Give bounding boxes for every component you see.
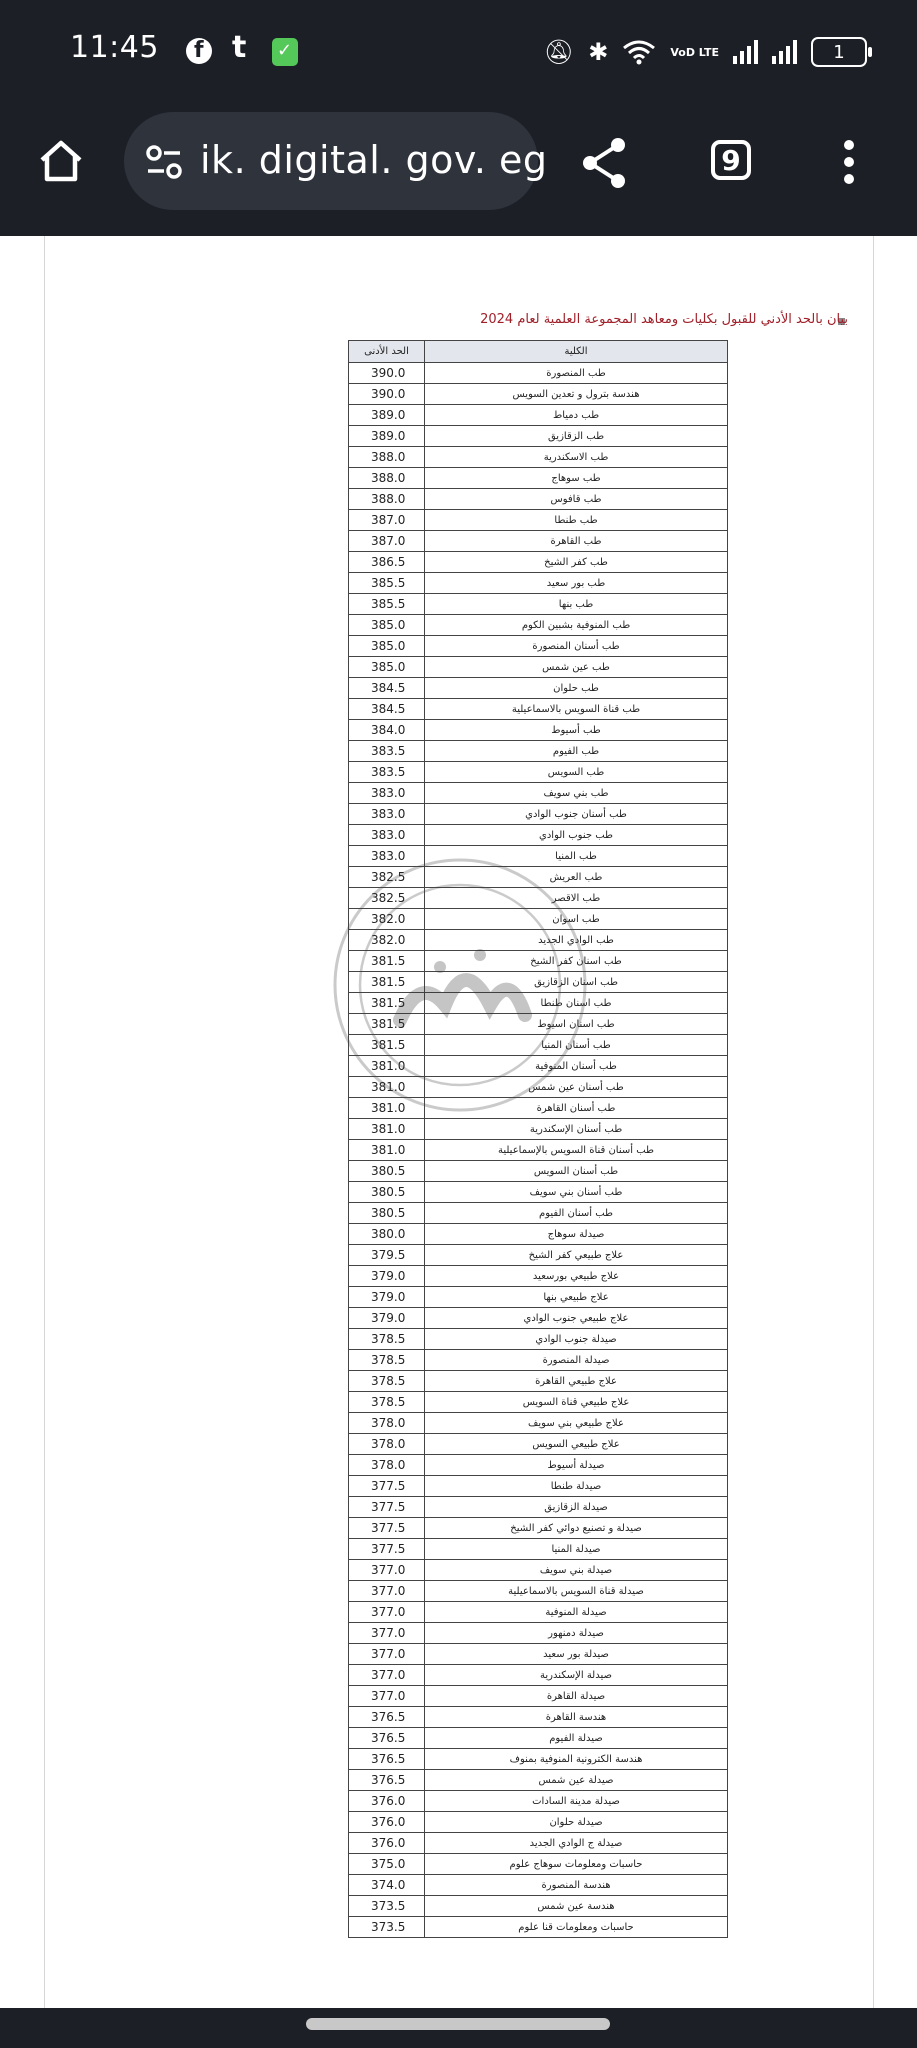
score-cell: 376.5 [349,1707,425,1728]
table-row [349,1224,728,1245]
app-icon: ✓ [272,38,298,66]
college-cell: طب أسنان المنصورة [425,636,728,657]
score-cell: 379.5 [349,1245,425,1266]
score-cell: 386.5 [349,552,425,573]
table-row [349,699,728,720]
volte-icon: VoD LTE [670,45,719,59]
table-row [349,384,728,405]
site-settings-icon[interactable] [144,142,184,182]
table-row [349,909,728,930]
table-row [349,1581,728,1602]
table-row [349,636,728,657]
header-college: الكلية [425,341,728,363]
score-cell: 387.0 [349,510,425,531]
table-row [349,1854,728,1875]
college-cell: صيدلة مدينة السادات [425,1791,728,1812]
share-icon[interactable] [580,136,630,190]
college-cell: طب أسنان القاهرة [425,1098,728,1119]
table-row [349,1182,728,1203]
score-cell: 389.0 [349,426,425,447]
table-row [349,720,728,741]
college-cell: هندسة الكترونية المنوفية بمنوف [425,1749,728,1770]
college-cell: علاج طبيعي قناة السويس [425,1392,728,1413]
college-cell: طب المنوفية بشبين الكوم [425,615,728,636]
score-cell: 388.0 [349,447,425,468]
score-cell: 383.0 [349,846,425,867]
table-row [349,1077,728,1098]
score-cell: 379.0 [349,1266,425,1287]
score-cell: 382.0 [349,909,425,930]
score-cell: 379.0 [349,1287,425,1308]
college-cell: علاج طبيعي بني سويف [425,1413,728,1434]
score-cell: 385.5 [349,594,425,615]
score-cell: 380.5 [349,1203,425,1224]
score-cell: 378.0 [349,1455,425,1476]
table-header-row [349,341,728,363]
table-row [349,804,728,825]
table-row [349,783,728,804]
score-cell: 388.0 [349,468,425,489]
college-cell: طب أسنان المنيا [425,1035,728,1056]
score-cell: 376.5 [349,1728,425,1749]
college-cell: طب عين شمس [425,657,728,678]
college-cell: صيدلة بور سعيد [425,1644,728,1665]
college-cell: علاج طبيعي جنوب الوادي [425,1308,728,1329]
college-cell: صيدلة المنصورة [425,1350,728,1371]
score-cell: 377.0 [349,1665,425,1686]
document-title: بيان بالحد الأدني للقبول بكليات ومعاهد المجموعة العلمية لعام 2024 [480,312,848,327]
admission-table [348,340,728,1938]
table-row [349,930,728,951]
score-cell: 383.0 [349,825,425,846]
table-row [349,1266,728,1287]
score-cell: 390.0 [349,363,425,384]
mute-icon: 🔕︎ [543,38,575,66]
table-row [349,825,728,846]
college-cell: طب اسنان كفر الشيخ [425,951,728,972]
table-row [349,1308,728,1329]
score-cell: 384.5 [349,699,425,720]
score-cell: 376.5 [349,1770,425,1791]
score-cell: 373.5 [349,1896,425,1917]
score-cell: 378.5 [349,1329,425,1350]
college-cell: طب دمياط [425,405,728,426]
score-cell: 378.5 [349,1392,425,1413]
table-row [349,1791,728,1812]
college-cell: صيدلة طنطا [425,1476,728,1497]
signal-icon-2 [772,40,797,64]
page-border-left [44,236,45,2016]
table-row [349,510,728,531]
college-cell: طب الفيوم [425,741,728,762]
college-cell: صيدلة و تصنيع دوائي كفر الشيخ [425,1518,728,1539]
table-row [349,426,728,447]
college-cell: طب اسنان اسيوط [425,1014,728,1035]
college-cell: علاج طبيعي كفر الشيخ [425,1245,728,1266]
score-cell: 381.5 [349,972,425,993]
score-cell: 374.0 [349,1875,425,1896]
college-cell: حاسبات ومعلومات قنا علوم [425,1917,728,1938]
bluetooth-icon: ✱ [588,38,609,66]
college-cell: طب قناة السويس بالاسماعيلية [425,699,728,720]
college-cell: طب أسنان بني سويف [425,1182,728,1203]
score-cell: 378.0 [349,1413,425,1434]
table-row [349,1497,728,1518]
score-cell: 379.0 [349,1308,425,1329]
table-row [349,657,728,678]
score-cell: 377.5 [349,1539,425,1560]
score-cell: 375.0 [349,1854,425,1875]
college-cell: طب العريش [425,867,728,888]
table-row [349,888,728,909]
tab-switcher-button[interactable]: 9 [711,140,751,180]
table-row [349,1245,728,1266]
status-time: 11:45 [70,30,159,65]
table-row [349,741,728,762]
table-row [349,1875,728,1896]
college-cell: طب الوادي الجديد [425,930,728,951]
score-cell: 378.5 [349,1350,425,1371]
college-cell: علاج طبيعي بنها [425,1287,728,1308]
score-cell: 384.5 [349,678,425,699]
college-cell: طب اسنان طنطا [425,993,728,1014]
college-cell: طب أسنان جنوب الوادي [425,804,728,825]
table-row [349,951,728,972]
score-cell: 381.5 [349,993,425,1014]
table-row [349,1539,728,1560]
table-row [349,552,728,573]
score-cell: 385.0 [349,657,425,678]
score-cell: 381.5 [349,1014,425,1035]
college-cell: طب الاقصر [425,888,728,909]
score-cell: 377.0 [349,1560,425,1581]
score-cell: 373.5 [349,1917,425,1938]
battery-icon: 1 [811,37,867,67]
score-cell: 385.0 [349,615,425,636]
college-cell: صيدلة حلوان [425,1812,728,1833]
college-cell: صيدلة أسيوط [425,1455,728,1476]
score-cell: 382.0 [349,930,425,951]
table-row [349,468,728,489]
score-cell: 382.5 [349,867,425,888]
score-cell: 381.0 [349,1077,425,1098]
college-cell: حاسبات ومعلومات سوهاج علوم [425,1854,728,1875]
table-row [349,762,728,783]
college-cell: صيدلة الزقازيق [425,1497,728,1518]
table-row [349,1560,728,1581]
score-cell: 388.0 [349,489,425,510]
college-cell: طب الاسكندرية [425,447,728,468]
table-row [349,1140,728,1161]
table-row [349,363,728,384]
college-cell: صيدلة عين شمس [425,1770,728,1791]
college-cell: طب اسنان الزقازيق [425,972,728,993]
college-cell: طب أسنان السويس [425,1161,728,1182]
table-row [349,1812,728,1833]
table-body [349,363,728,1938]
college-cell: هندسة المنصورة [425,1875,728,1896]
score-cell: 387.0 [349,531,425,552]
college-cell: طب المنصورة [425,363,728,384]
header-score: الحد الأدنى [349,341,425,363]
table-row [349,1371,728,1392]
table-row [349,867,728,888]
table-row [349,1203,728,1224]
table-row [349,1707,728,1728]
score-cell: 383.0 [349,804,425,825]
score-cell: 378.5 [349,1371,425,1392]
score-cell: 377.0 [349,1686,425,1707]
college-cell: طب بني سويف [425,783,728,804]
score-cell: 390.0 [349,384,425,405]
college-cell: طب القاهرة [425,531,728,552]
score-cell: 389.0 [349,405,425,426]
score-cell: 381.0 [349,1056,425,1077]
table-row [349,1749,728,1770]
score-cell: 383.0 [349,783,425,804]
table-row [349,846,728,867]
college-cell: علاج طبيعي السويس [425,1434,728,1455]
college-cell: طب أسنان الفيوم [425,1203,728,1224]
college-cell: طب قافوس [425,489,728,510]
college-cell: علاج طبيعي بورسعيد [425,1266,728,1287]
table-row [349,489,728,510]
college-cell: علاج طبيعي القاهرة [425,1371,728,1392]
score-cell: 376.5 [349,1749,425,1770]
facebook-icon: f [186,38,212,64]
college-cell: صيدلة سوهاج [425,1224,728,1245]
overflow-menu-icon[interactable] [844,140,856,188]
table-row [349,1455,728,1476]
table-row [349,1014,728,1035]
college-cell: طب طنطا [425,510,728,531]
score-cell: 376.0 [349,1812,425,1833]
score-cell: 382.5 [349,888,425,909]
table-row [349,531,728,552]
college-cell: صيدلة جنوب الوادي [425,1329,728,1350]
college-cell: صيدلة القاهرة [425,1686,728,1707]
table-row [349,405,728,426]
table-row [349,1350,728,1371]
college-cell: طب كفر الشيخ [425,552,728,573]
score-cell: 377.0 [349,1581,425,1602]
table-row [349,1686,728,1707]
college-cell: طب أسنان الإسكندرية [425,1119,728,1140]
table-row [349,594,728,615]
score-cell: 383.5 [349,762,425,783]
college-cell: صيدلة بني سويف [425,1560,728,1581]
score-cell: 376.0 [349,1791,425,1812]
table-row [349,1602,728,1623]
address-bar[interactable] [124,112,548,210]
college-cell: طب أسنان المنوفية [425,1056,728,1077]
college-cell: هندسة عين شمس [425,1896,728,1917]
score-cell: 377.5 [349,1476,425,1497]
score-cell: 377.0 [349,1644,425,1665]
college-cell: هندسة القاهرة [425,1707,728,1728]
college-cell: صيدلة المنيا [425,1539,728,1560]
table-row [349,1392,728,1413]
college-cell: صيدلة الفيوم [425,1728,728,1749]
score-cell: 381.0 [349,1098,425,1119]
table-row [349,1644,728,1665]
url-text[interactable]: ik. digital. gov. eg [200,138,548,182]
table-row [349,1728,728,1749]
college-cell: طب أسيوط [425,720,728,741]
table-row [349,1917,728,1938]
score-cell: 381.5 [349,951,425,972]
table-row [349,1665,728,1686]
score-cell: 385.0 [349,636,425,657]
score-cell: 377.5 [349,1497,425,1518]
score-cell: 376.0 [349,1833,425,1854]
score-cell: 377.0 [349,1602,425,1623]
home-icon[interactable] [38,138,84,184]
score-cell: 380.0 [349,1224,425,1245]
college-cell: صيدلة دمنهور [425,1623,728,1644]
table-row [349,1413,728,1434]
table-row [349,1056,728,1077]
table-row [349,573,728,594]
table-row [349,972,728,993]
gesture-handle[interactable] [306,2018,610,2030]
table-row [349,1833,728,1854]
college-cell: طب أسنان عين شمس [425,1077,728,1098]
college-cell: صيدلة قناة السويس بالاسماعيلية [425,1581,728,1602]
score-cell: 384.0 [349,720,425,741]
page-border-right [873,236,874,2016]
signal-icon-1 [733,40,758,64]
table-row [349,615,728,636]
table-row [349,1161,728,1182]
college-cell: صيدلة ج الوادي الجديد [425,1833,728,1854]
table-row [349,1896,728,1917]
table-row [349,1329,728,1350]
college-cell: طب بنها [425,594,728,615]
college-cell: طب اسوان [425,909,728,930]
score-cell: 380.5 [349,1161,425,1182]
score-cell: 380.5 [349,1182,425,1203]
table-row [349,1287,728,1308]
table-row [349,1476,728,1497]
wifi-icon [622,39,656,65]
table-row [349,447,728,468]
score-cell: 383.5 [349,741,425,762]
score-cell: 381.5 [349,1035,425,1056]
table-row [349,1434,728,1455]
table-row [349,1623,728,1644]
score-cell: 381.0 [349,1140,425,1161]
table-row [349,993,728,1014]
status-icons [544,32,867,72]
score-cell: 378.0 [349,1434,425,1455]
college-cell: صيدلة المنوفية [425,1602,728,1623]
college-cell: هندسة بترول و تعدين السويس [425,384,728,405]
table-row [349,1770,728,1791]
table-row [349,1119,728,1140]
score-cell: 377.5 [349,1518,425,1539]
college-cell: طب المنيا [425,846,728,867]
college-cell: طب حلوان [425,678,728,699]
college-cell: طب الزقازيق [425,426,728,447]
college-cell: طب سوهاج [425,468,728,489]
table-row [349,1035,728,1056]
college-cell: طب السويس [425,762,728,783]
score-cell: 377.0 [349,1623,425,1644]
college-cell: طب بور سعيد [425,573,728,594]
score-cell: 385.5 [349,573,425,594]
college-cell: طب أسنان قناة السويس بالإسماعيلية [425,1140,728,1161]
table-row [349,1098,728,1119]
table-row [349,1518,728,1539]
score-cell: 381.0 [349,1119,425,1140]
college-cell: صيدلة الإسكندرية [425,1665,728,1686]
college-cell: طب جنوب الوادي [425,825,728,846]
table-row [349,678,728,699]
tumblr-icon: t [232,30,247,65]
